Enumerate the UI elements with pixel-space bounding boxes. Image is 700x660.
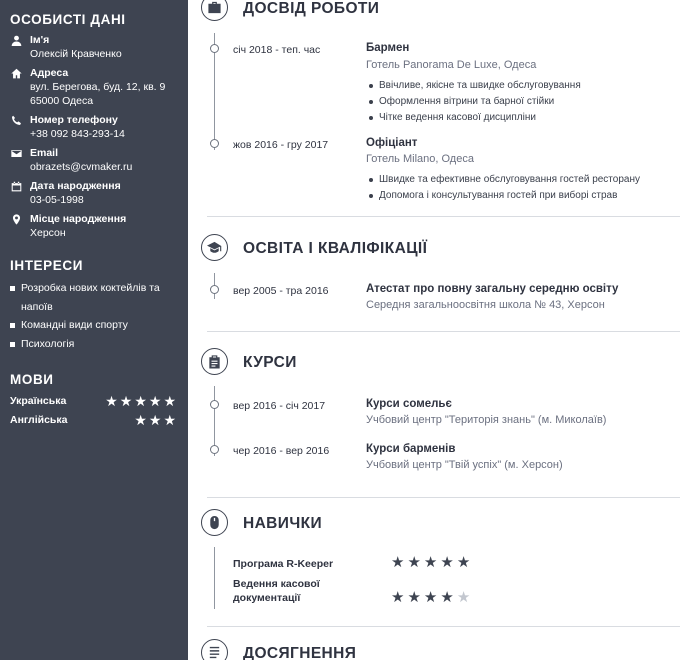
map-pin-icon — [10, 213, 22, 225]
calendar-icon — [10, 180, 22, 192]
experience-title: ДОСВІД РОБОТИ — [243, 0, 380, 17]
entry-subtitle: Учбовий центр "Твій успіх" (м. Херсон) — [366, 459, 563, 471]
star-filled: ★ — [423, 589, 441, 606]
name-label: Ім'я — [30, 34, 50, 46]
address-label: Адреса — [30, 67, 69, 79]
courses-title: КУРСИ — [243, 354, 297, 371]
entry-title: Курси барменів — [366, 443, 456, 455]
star-filled: ★ — [440, 554, 457, 571]
entry-title: Курси сомельє — [366, 398, 452, 410]
phone-icon — [10, 114, 22, 126]
skill-name: Ведення касової документації — [233, 578, 320, 604]
duty-item: Чітке ведення касової дисципліни — [366, 110, 581, 126]
star-filled: ★ — [440, 589, 457, 606]
timeline-dot — [210, 44, 219, 53]
skills-timeline — [214, 547, 215, 609]
email-label: Email — [30, 147, 59, 159]
duty-item: Оформлення вітрини та барної стійки — [366, 94, 581, 110]
phone-value: +38 092 843-293-14 — [30, 128, 125, 140]
achievements-title: ДОСЯГНЕННЯ — [243, 645, 357, 660]
language-name: Англійська — [10, 414, 68, 426]
entry-title: Офіціант — [366, 137, 418, 149]
education-title: ОСВІТА І КВАЛІФІКАЦІЇ — [243, 240, 428, 257]
personal-phone — [10, 114, 185, 141]
language-name: Українська — [10, 395, 67, 407]
language-row — [10, 395, 178, 409]
duty-item: Допомога і консультування гостей при виборі страв — [366, 188, 640, 204]
personal-birth-date — [10, 180, 185, 207]
language-rating: ★★★ — [134, 412, 178, 428]
interest-item: Психологія — [10, 335, 182, 354]
phone-label: Номер телефону — [30, 114, 118, 126]
section-divider — [207, 497, 680, 498]
language-row — [10, 414, 178, 428]
mouse-icon — [201, 509, 228, 536]
entry-subtitle: Готель Panorama De Luxe, Одеса — [366, 59, 537, 71]
timeline-dot — [210, 400, 219, 409]
personal-address — [10, 67, 185, 108]
skill-name: Програма R-Keeper — [233, 558, 334, 570]
sidebar — [0, 0, 188, 660]
interest-item: Розробка нових коктейлів та напоїв — [10, 279, 182, 316]
name-value: Олексій Кравченко — [30, 48, 122, 60]
personal-email — [10, 147, 185, 174]
entry-date: вер 2016 - січ 2017 — [233, 400, 326, 412]
address-line-1: вул. Берегова, буд. 12, кв. 9 — [30, 81, 166, 93]
star-filled: ★ — [456, 554, 474, 571]
address-line-2: 65000 Одеса — [30, 95, 94, 107]
star-filled: ★ — [407, 554, 424, 571]
entry-subtitle: Середня загальноосвітня школа № 43, Херсон — [366, 299, 605, 311]
document-lines-icon — [201, 639, 228, 660]
personal-name — [10, 34, 185, 61]
star-filled: ★ — [391, 554, 408, 571]
timeline-dot — [210, 445, 219, 454]
star-filled: ★ — [407, 589, 424, 606]
star-filled: ★ — [423, 554, 441, 571]
email-value: obrazets@cvmaker.ru — [30, 161, 133, 173]
timeline-dot — [210, 139, 219, 148]
entry-date: жов 2016 - гру 2017 — [233, 139, 329, 151]
birth-date-label: Дата народження — [30, 180, 121, 192]
section-divider — [207, 626, 680, 627]
envelope-icon — [10, 147, 22, 159]
entry-duties — [366, 172, 640, 204]
timeline-dot — [210, 285, 219, 294]
skill-rating — [391, 553, 473, 571]
star-filled: ★ — [391, 589, 408, 606]
briefcase-icon — [201, 0, 228, 21]
entry-date: вер 2005 - тра 2016 — [233, 285, 329, 297]
skill-rating — [391, 588, 473, 606]
entry-date: чер 2016 - вер 2016 — [233, 445, 330, 457]
user-icon — [10, 34, 22, 46]
interest-item: Командні види спорту — [10, 316, 182, 335]
entry-subtitle: Учбовий центр "Територія знань" (м. Миколаїв) — [366, 414, 607, 426]
personal-birth-place — [10, 213, 185, 240]
skills-title: НАВИЧКИ — [243, 515, 323, 532]
birth-place-label: Місце народження — [30, 213, 127, 225]
interests-list — [10, 279, 182, 353]
personal-data-title: ОСОБИСТІ ДАНІ — [10, 12, 126, 27]
graduation-cap-icon — [201, 234, 228, 261]
languages-title: МОВИ — [10, 372, 54, 387]
entry-subtitle: Готель Milano, Одеса — [366, 153, 474, 165]
interests-title: ІНТЕРЕСИ — [10, 258, 84, 273]
home-icon — [10, 67, 22, 79]
section-divider — [207, 331, 680, 332]
entry-title: Бармен — [366, 42, 410, 54]
birth-place-value: Херсон — [30, 227, 66, 239]
birth-date-value: 03-05-1998 — [30, 194, 84, 206]
duty-item: Ввічливе, якісне та швидке обслуговування — [366, 78, 581, 94]
entry-date: січ 2018 - теп. час — [233, 44, 321, 56]
clipboard-icon — [201, 348, 228, 375]
duty-item: Швидке та ефективне обслуговування гостей ресторану — [366, 172, 640, 188]
section-divider — [207, 216, 680, 217]
entry-title: Атестат про повну загальну середню освіту — [366, 283, 619, 295]
language-rating: ★★★★★ — [105, 393, 178, 409]
star-empty: ★ — [456, 589, 474, 606]
entry-duties — [366, 78, 581, 126]
